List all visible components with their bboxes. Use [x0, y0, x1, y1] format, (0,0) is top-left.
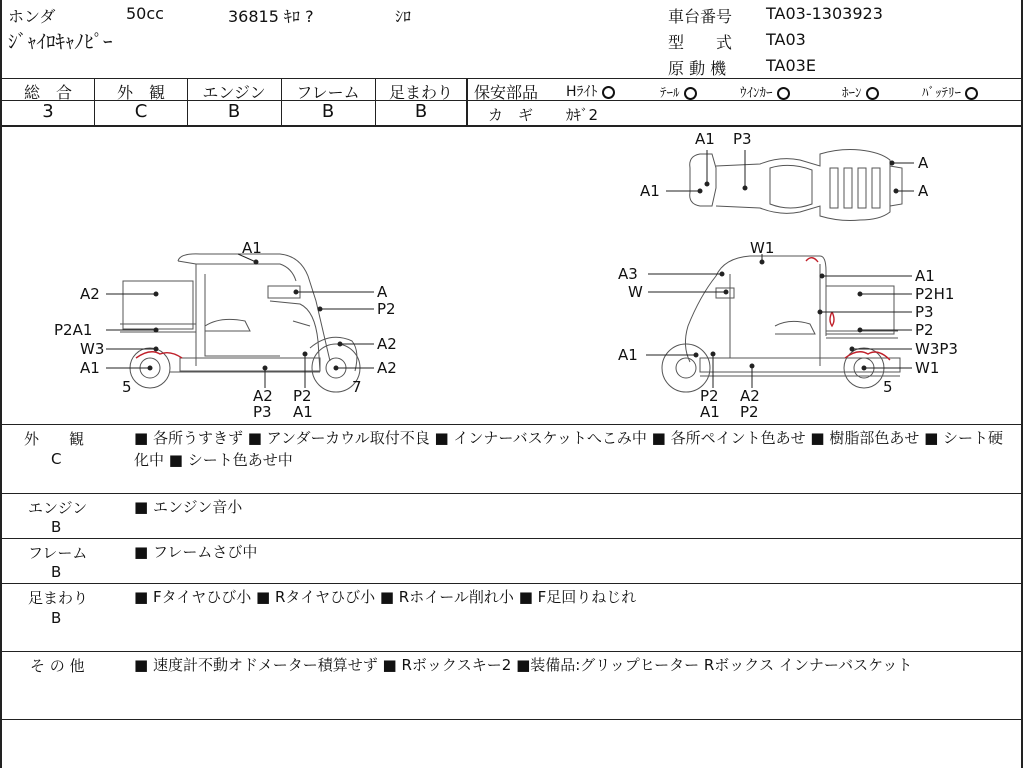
engine-model-label: 原 動 機	[668, 59, 727, 78]
left-side-scooter	[120, 254, 360, 392]
right-label-14: P2	[740, 403, 759, 421]
battery-ok-icon	[965, 87, 978, 100]
top-label-1: A1	[695, 130, 715, 148]
right-label-7: P2	[915, 321, 934, 339]
top-label-5: A	[918, 182, 929, 200]
section-engine-label: エンジン	[28, 499, 88, 517]
section-exterior-label: 外 観	[24, 430, 85, 448]
section-frame-grade: B	[51, 563, 62, 581]
section-suspension-grade: B	[51, 609, 62, 627]
left-label-4: P2	[377, 300, 396, 318]
section-other-text: ■ 速度計不動オドメーター積算せず ■ Rボックスキー2 ■装備品:グリップヒーター Rボックス インナーバスケット	[134, 656, 913, 674]
maker: ホンダ	[8, 7, 56, 26]
grade-total-label: 総 合	[23, 83, 72, 102]
right-label-12: A1	[700, 403, 720, 421]
left-label-2: A2	[80, 285, 100, 303]
right-label-5: P2H1	[915, 285, 955, 303]
section-exterior-grade: C	[51, 450, 62, 468]
top-label-3: A1	[640, 182, 660, 200]
body-color: ｼﾛ	[395, 7, 412, 26]
left-label-1: A1	[242, 239, 262, 257]
section-exterior-text: ■ 各所うすきず ■ アンダーカウル取付不良 ■ インナーバスケットへこみ中 ■ 各所ペイント色あせ ■ 樹脂部色あせ ■ シート硬化中 ■ シート色あせ中	[134, 429, 1004, 469]
left-label-15: 7	[352, 378, 362, 396]
tail-ok-icon	[684, 87, 697, 100]
grade-exterior-label: 外 観	[116, 83, 165, 102]
key-label: カ ギ	[488, 106, 534, 124]
damage-diagram	[0, 126, 1024, 426]
grade-total-value: 3	[42, 101, 54, 122]
section-frame-label: フレーム	[28, 544, 88, 562]
left-annotations	[54, 239, 397, 421]
top-label-2: P3	[733, 130, 752, 148]
horn-ok-icon	[866, 87, 879, 100]
right-box-mark	[830, 312, 834, 326]
right-roof-mark	[806, 258, 818, 262]
left-label-14: A1	[293, 403, 313, 421]
right-label-4: W	[628, 283, 643, 301]
top-annotations	[640, 130, 929, 200]
displacement: 50cc	[126, 4, 164, 23]
safety-item-winker: ｳｲﾝｶｰ	[740, 82, 790, 101]
chassis-label: 車台番号	[668, 7, 733, 26]
grade-frame-value: B	[321, 101, 335, 122]
right-label-11: P2	[700, 387, 719, 405]
right-label-15: 5	[883, 378, 893, 396]
type-value: TA03	[766, 30, 806, 49]
safety-item-horn: ﾎｰﾝ	[842, 82, 879, 101]
grade-engine-value: B	[227, 101, 241, 122]
right-label-3: A1	[915, 267, 935, 285]
grade-frame-label: フレーム	[296, 83, 360, 102]
grade-engine-label: エンジン	[202, 83, 266, 102]
engine-model-value: TA03E	[766, 56, 816, 75]
section-engine-text: ■ エンジン音小	[134, 498, 243, 516]
top-view-scooter	[690, 150, 902, 221]
safety-item-tail: ﾃｰﾙ	[660, 82, 697, 101]
safety-label: 保安部品	[474, 83, 539, 102]
left-label-6: W3	[80, 340, 105, 358]
left-label-9: A2	[377, 359, 397, 377]
safety-item-battery: ﾊﾞｯﾃﾘｰ	[922, 82, 978, 101]
right-label-8: A1	[618, 346, 638, 364]
left-label-8: A1	[80, 359, 100, 377]
grade-exterior-value: C	[134, 101, 148, 122]
top-label-4: A	[918, 154, 929, 172]
model-name: ｼﾞｬｲﾛｷｬﾉﾋﾟｰ	[8, 31, 113, 53]
winker-ok-icon	[777, 87, 790, 100]
right-label-13: A2	[740, 387, 760, 405]
safety-item-headlight: Hﾗｲﾄ	[566, 81, 615, 101]
chassis-number: TA03-1303923	[766, 4, 883, 23]
key-value: ｶｷﾞ2	[566, 106, 599, 124]
mileage: 36815 ｷﾛ ?	[228, 7, 314, 26]
left-label-10: 5	[122, 378, 132, 396]
right-label-2: A3	[618, 265, 638, 283]
section-suspension-text: ■ Fタイヤひび小 ■ Rタイヤひび小 ■ Rホイール削れ小 ■ F足回りねじれ	[134, 588, 637, 606]
left-label-5: P2A1	[54, 321, 93, 339]
grade-suspension-value: B	[414, 101, 428, 122]
left-label-3: A	[377, 283, 388, 301]
section-engine-grade: B	[51, 518, 62, 536]
type-label: 型 式	[668, 33, 733, 52]
left-label-13: P2	[293, 387, 312, 405]
right-label-6: P3	[915, 303, 934, 321]
section-other-label: そ の 他	[30, 657, 85, 675]
left-label-7: A2	[377, 335, 397, 353]
section-frame-text: ■ フレームさび中	[134, 543, 258, 561]
left-scratch-mark	[136, 352, 182, 358]
left-label-11: A2	[253, 387, 273, 405]
right-label-9: W3P3	[915, 340, 958, 358]
left-label-12: P3	[253, 403, 272, 421]
grade-suspension-label: 足まわり	[388, 83, 453, 102]
section-suspension-label: 足まわり	[28, 589, 89, 607]
right-label-10: W1	[915, 359, 940, 377]
right-label-1: W1	[750, 239, 775, 257]
headlight-ok-icon	[602, 86, 615, 99]
